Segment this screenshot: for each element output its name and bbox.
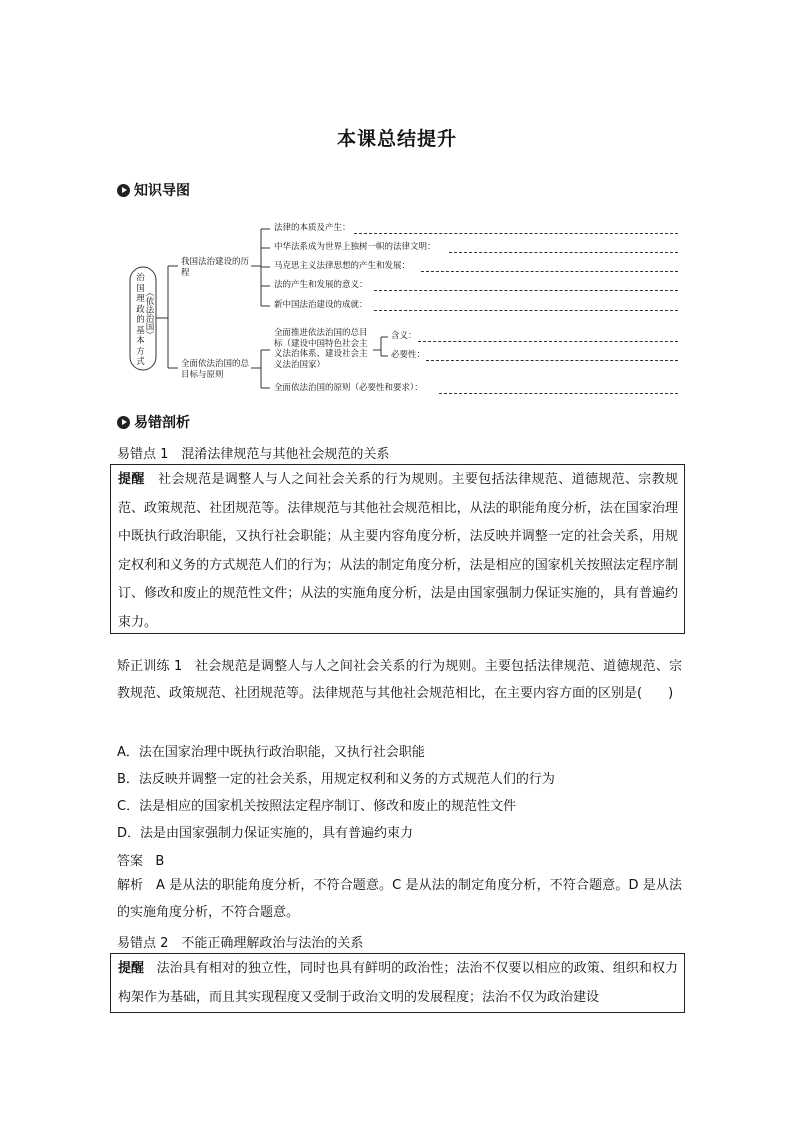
section-errors-heading (117, 412, 190, 432)
tip-box-1 (110, 464, 685, 634)
mindmap-sub-item: 含义： (391, 331, 417, 341)
answer-line (117, 850, 164, 869)
mindmap-item: 法律的本质及产生： (274, 223, 351, 233)
blank-line (354, 233, 678, 234)
error-point-2-title: 易错点 2 不能正确理解政治与法治的关系 (117, 936, 364, 951)
mindmap-root-sub: （依法治国） (144, 288, 154, 339)
mindmap-branch1: 我国法治建设的历程 (181, 257, 250, 278)
section-errors-label: 易错剖析 (134, 415, 190, 431)
option-d: D．法是由国家强制力保证实施的，具有普遍约束力 (117, 826, 414, 841)
blank-line (374, 310, 678, 311)
mindmap-item: 新中国法治建设的成就： (274, 300, 368, 310)
tip-box-2 (110, 953, 685, 1013)
tip-text: 社会规范是调整人与人之间社会关系的行为规则。主要包括法律规范、道德规范、宗教规范、政策规范、社团规范等。法律规范与其他社会规范相比，从法的职能角度分析，法在国家治理中既执行政治职能，又执行社会职能；从主要内容角度分析，法反映并调整一定的社会关系，用规定权利和义务的方式规范人们的行为；从法的制定角度分析，法是相应的国家机关按照法定程序制订、修改和废止的规范性文件；从法的实施角度分析，法是由国家强制力保证实施的，具有普遍约束力。 (118, 472, 678, 630)
play-circle-icon (117, 416, 130, 429)
section-mindmap-label: 知识导图 (134, 183, 190, 199)
exercise-question (117, 653, 682, 707)
analysis-text: A 是从法的职能角度分析，不符合题意。C 是从法的制定角度分析，不符合题意。D 是从法的实施角度分析，不符合题意。 (117, 878, 682, 920)
answer-label: 答案 (117, 854, 144, 869)
option-b: B．法反映并调整一定的社会关系，用规定权利和义务的方式规范人们的行为 (117, 772, 555, 787)
blank-line (421, 271, 678, 272)
mind-map (118, 218, 683, 400)
blank-line (374, 290, 678, 291)
option-a: A．法在国家治理中既执行政治职能，又执行社会职能 (117, 745, 425, 760)
tip-label: 提醒 (118, 472, 145, 487)
mindmap-item: 全面依法治国的原则（必要性和要求）： (274, 383, 423, 393)
exercise-text: 社会规范是调整人与人之间社会关系的行为规则。主要包括法律规范、道德规范、宗教规范、政策规范、社团规范等。法律规范与其他社会规范相比，在主要内容方面的区别是( ) (117, 659, 682, 701)
tip-label: 提醒 (118, 961, 145, 976)
mindmap-item: 中华法系成为世界上独树一帜的法律文明： (274, 242, 436, 252)
blank-line (439, 393, 678, 394)
mindmap-sub-item: 必要性： (391, 350, 426, 360)
blank-line (418, 341, 678, 342)
mindmap-sub-goal: 全面推进依法治国的总目标（建设中国特色社会主义法治体系、建设社会主义法治国家） (274, 328, 368, 370)
answer-value: B (155, 854, 165, 869)
option-c: C．法是相应的国家机关按照法定程序制订、修改和废止的规范性文件 (117, 799, 517, 814)
page-title: 本课总结提升 (336, 128, 457, 150)
mindmap-root: 治国理政的基本方式 (136, 273, 145, 367)
exercise-label: 矫正训练 1 (117, 659, 183, 674)
mindmap-branch2: 全面依法治国的总目标与原则 (181, 359, 250, 380)
analysis-block (117, 872, 682, 926)
section-mindmap-heading (117, 180, 190, 200)
play-circle-icon (117, 184, 130, 197)
blank-line (449, 252, 678, 253)
mindmap-item: 马克思主义法律思想的产生和发展： (274, 261, 411, 271)
analysis-label: 解析 (117, 878, 144, 893)
blank-line (426, 360, 678, 361)
mindmap-item: 法的产生和发展的意义： (274, 280, 368, 290)
error-point-1-title: 易错点 1 混淆法律规范与其他社会规范的关系 (117, 447, 390, 462)
tip-text: 法治具有相对的独立性，同时也具有鲜明的政治性；法治不仅要以相应的政策、组织和权力构架作为基础，而且其实现程度又受制于政治文明的发展程度；法治不仅为政治建设 (118, 961, 678, 1005)
